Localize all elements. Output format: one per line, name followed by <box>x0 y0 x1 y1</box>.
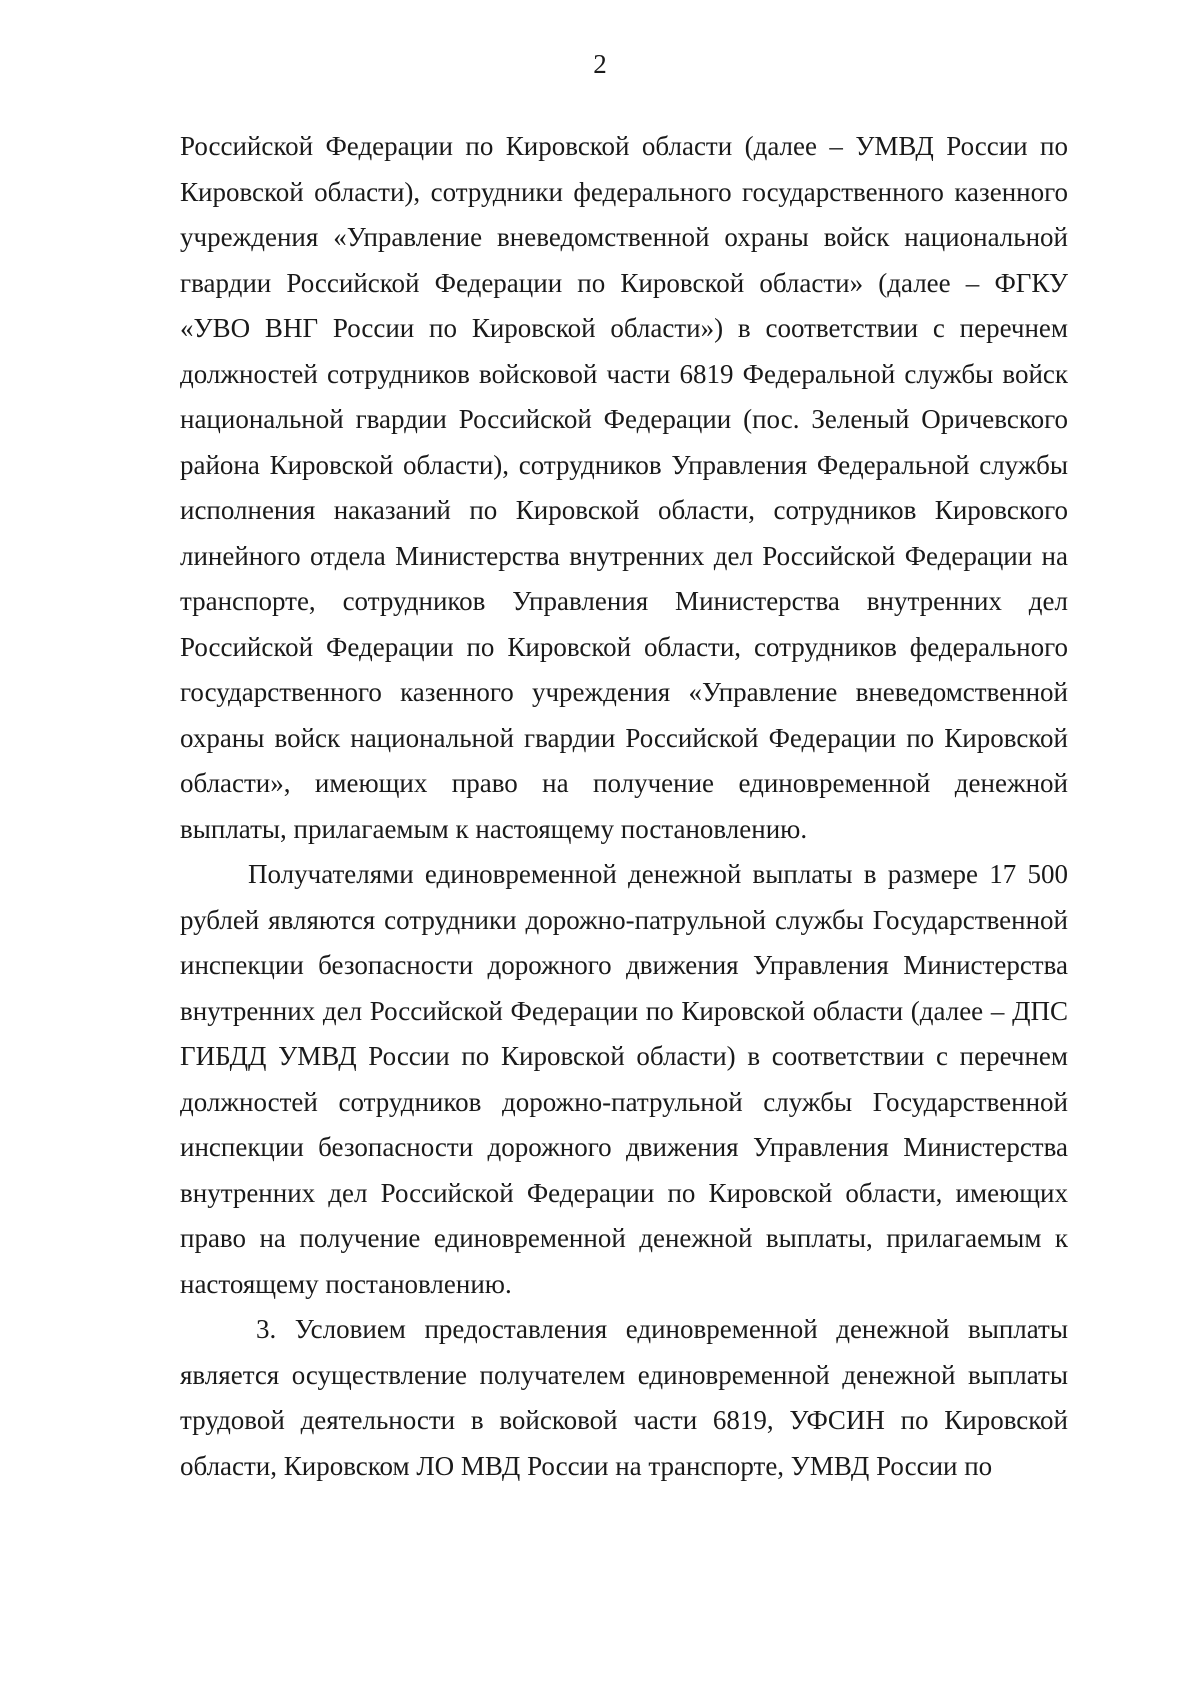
page-number: 2 <box>593 49 607 79</box>
document-body <box>180 124 1068 1489</box>
paragraph-continuation: Российской Федерации по Кировской области (далее – УМВД России по Кировской области), сотрудники федерального государственного казенного учреждения «Управление вневедомственной охраны войск национальной гвардии Российской Федерации по Кировской области» (далее – ФГКУ «УВО ВНГ России по Кировской области») в соответствии с перечнем должностей сотрудников войсковой части 6819 Федеральной службы войск национальной гвардии Российской Федерации (пос. Зеленый Оричевского района Кировской области), сотрудников Управления Федеральной службы исполнения наказаний по Кировской области, сотрудников Кировского линейного отдела Министерства внутренних дел Российской Федерации на транспорте, сотрудников Управления Министерства внутренних дел Российской Федерации по Кировской области, сотрудников федерального государственного казенного учреждения «Управление вневедомственной охраны войск национальной гвардии Российской Федерации по Кировской области», имеющих право на получение единовременной денежной выплаты, прилагаемым к настоящему постановлению. <box>180 131 1068 844</box>
paragraph-recipients-dps: Получателями единовременной денежной выплаты в размере 17 500 рублей являются сотрудники дорожно-патрульной службы Государственной инспекции безопасности дорожного движения Управления Министерства внутренних дел Российской Федерации по Кировской области (далее – ДПС ГИБДД УМВД России по Кировской области) в соответствии с перечнем должностей сотрудников дорожно-патрульной службы Государственной инспекции безопасности дорожного движения Управления Министерства внутренних дел Российской Федерации по Кировской области, имеющих право на получение единовременной денежной выплаты, прилагаемым к настоящему постановлению. <box>180 859 1068 1299</box>
paragraph-item-3: 3. Условием предоставления единовременной денежной выплаты является осуществление получателем единовременной денежной выплаты трудовой деятельности в войсковой части 6819, УФСИН по Кировской области, Кировском ЛО МВД России на транспорте, УМВД России по <box>180 1314 1068 1481</box>
